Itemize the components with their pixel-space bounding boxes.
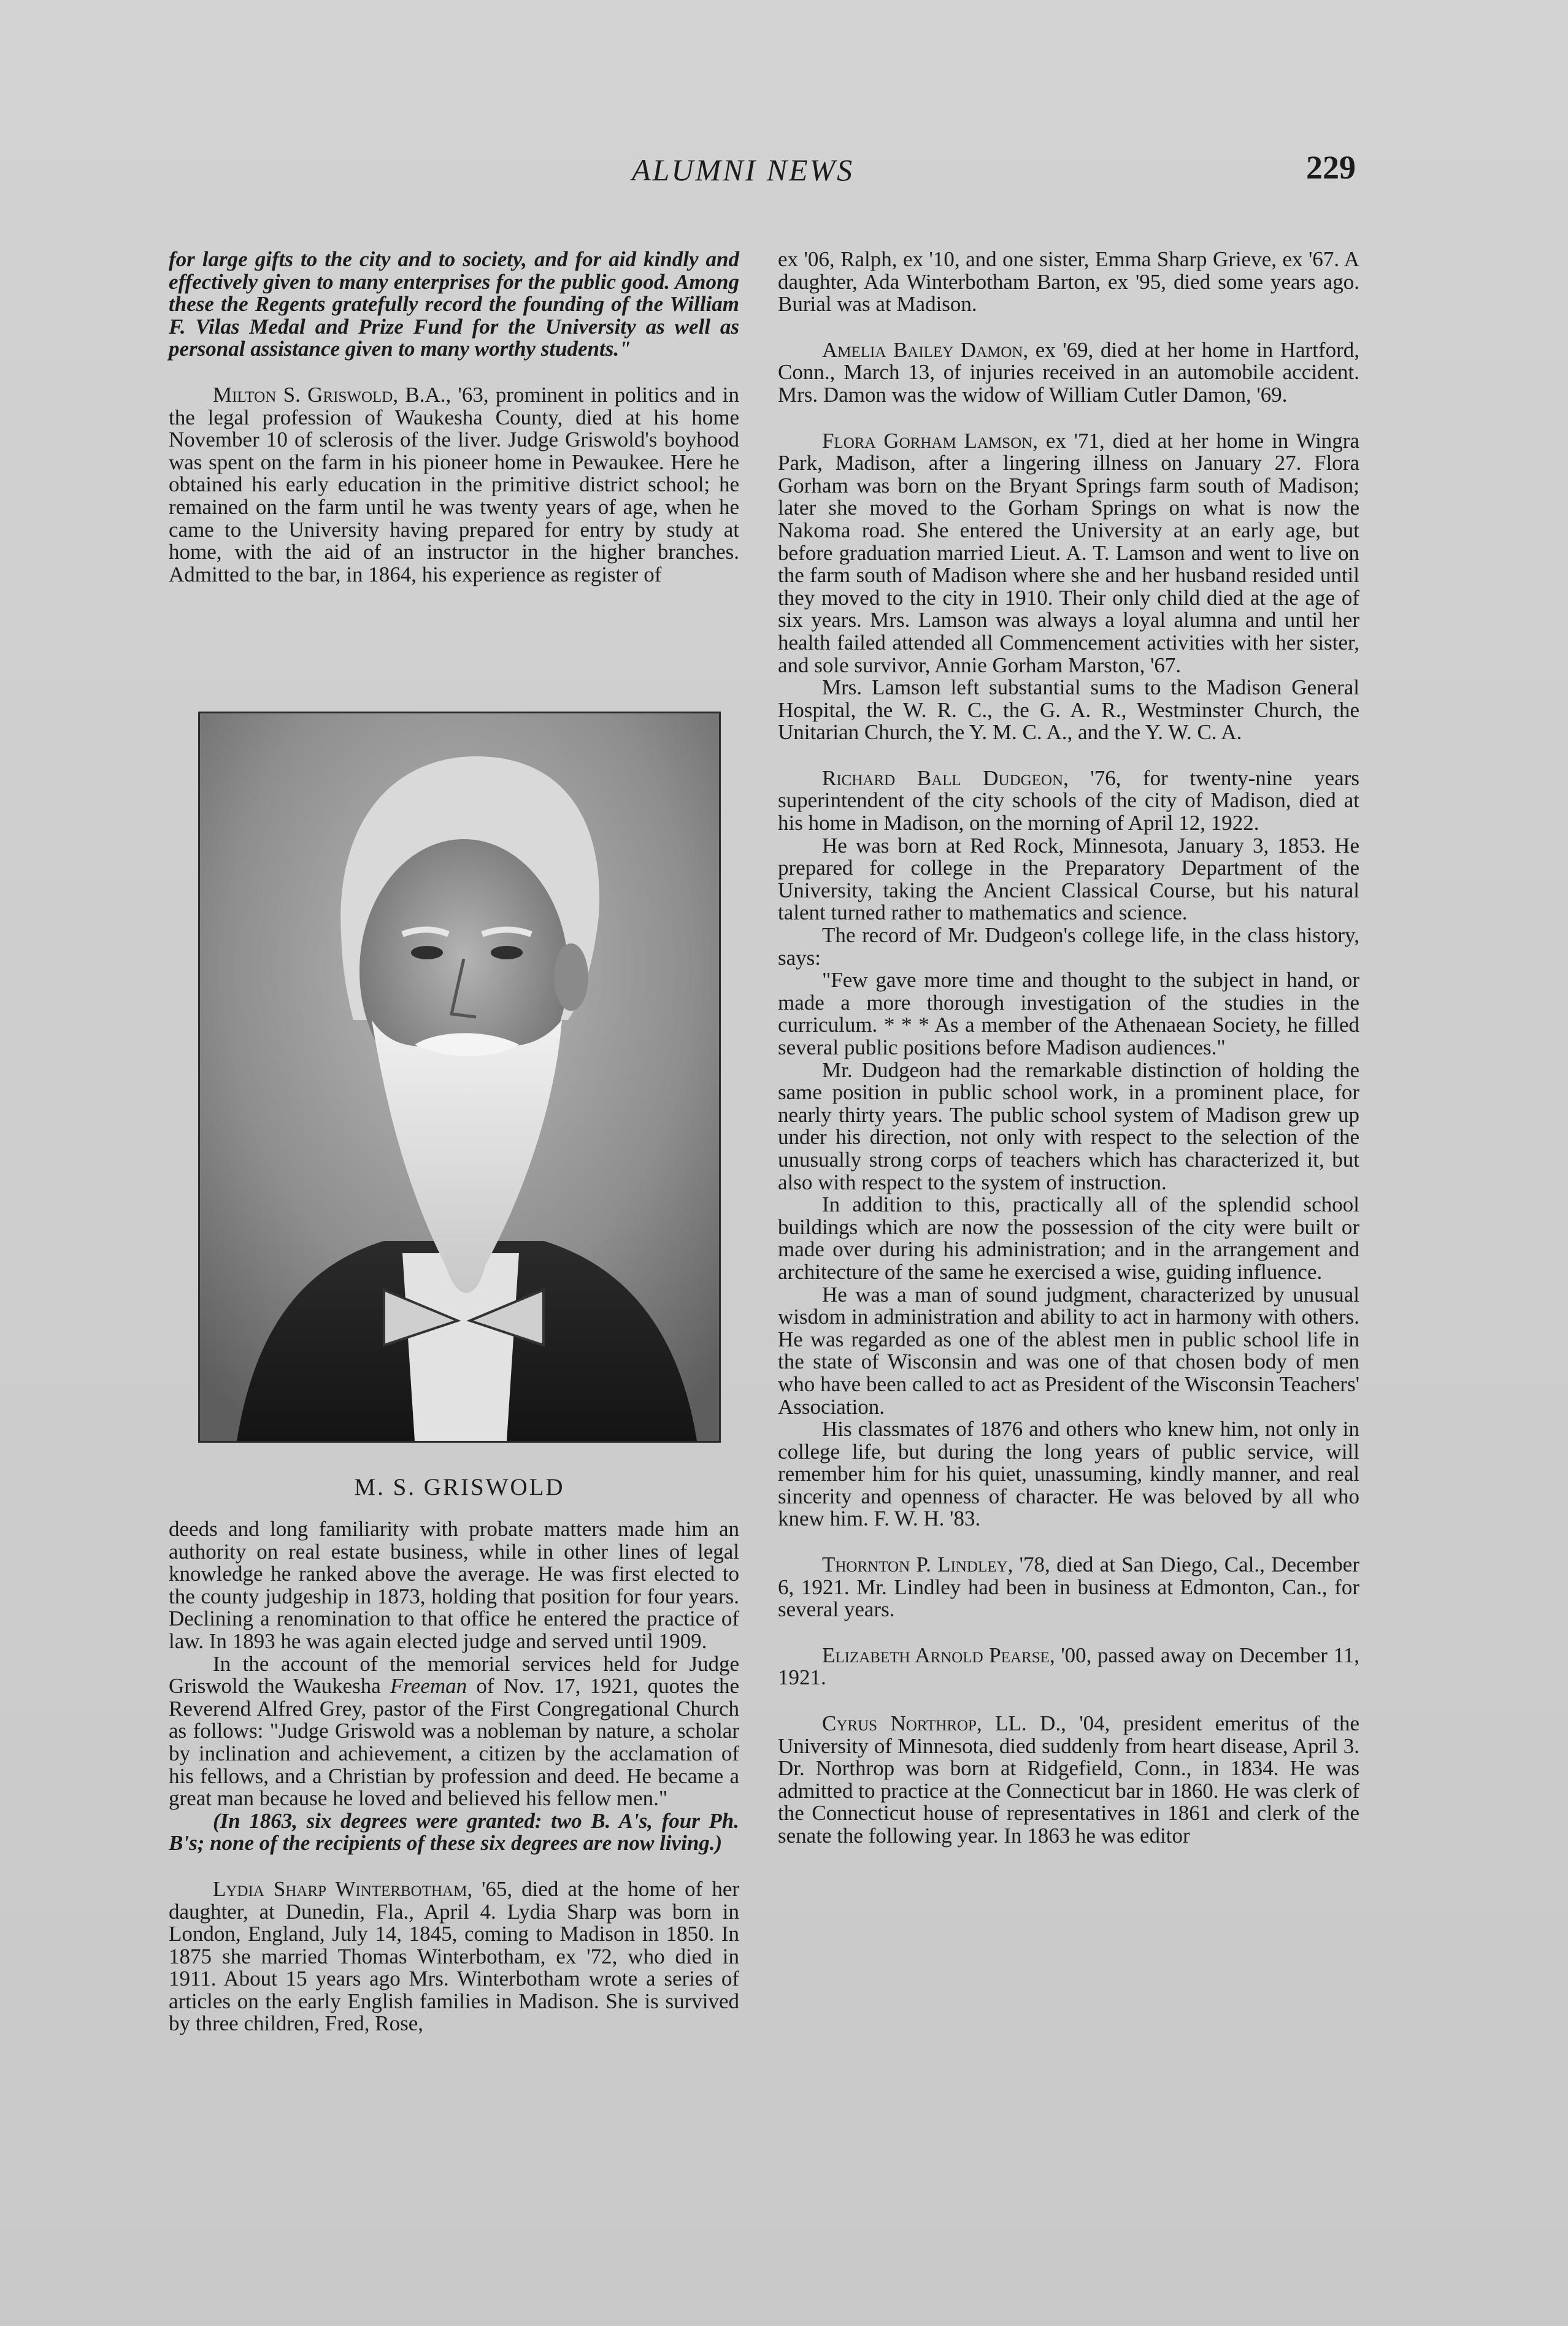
memorial-newspaper: Freeman bbox=[390, 1674, 467, 1698]
dudgeon-paragraph: In addition to this, practically all of the splendid school buildings which are now the possession of the city were built or made over during his administration; and in the arrangement and architecture of the same he exercised a wise, guiding influence. bbox=[778, 1192, 1359, 1284]
running-title: ALUMNI NEWS bbox=[632, 153, 855, 187]
obituary-name: Milton S. Griswold bbox=[213, 382, 393, 407]
lamson-bequest: Mrs. Lamson left substantial sums to the Madison General Hospital, the W. R. C., the G. A. R., Westminster Church, the Unitarian Church, the Y. M. C. A., and the Y. W. C. A. bbox=[778, 675, 1359, 745]
obituary-text: , ex '71, died at her home in Wingra Park, Madison, after a lingering illness on January 27. Flora Gorham was born on the Bryant Springs farm south of Madison; later she moved to the Gorham Springs on what is now the Nakoma road. She entered the University at an early age, but before graduation married Lieut. A. T. Lamson and went to live on the farm south of Madison where she and her husband resided until they moved to the city in 1910. Their only child died at the age of six years. Mrs. Lamson was always a loyal alumna and until her health failed attended all Commencement activities with her sister, and sole survivor, Annie Gorham Marston, '67. bbox=[778, 428, 1359, 677]
obituary-text: , '65, died at the home of her daughter, at Dunedin, Fla., April 4. Lydia Sharp was born in London, England, July 14, 1845, coming to Madison in 1850. In 1875 she married Thomas Winterbotham, ex '72, who died in 1911. About 15 years ago Mrs. Winterbotham wrote a series of articles on the early English families in Madison. She is survived by three children, Fred, Rose, bbox=[169, 1876, 740, 2036]
obituary-text: , '00, passed away on December 11, 1921. bbox=[778, 1643, 1359, 1690]
photo-caption: M. S. GRISWOLD bbox=[354, 1474, 565, 1500]
obituary-text: , B.A., '63, prominent in politics and in the legal profession of Waukesha County, died at his home November 10 of sclerosis of the liver. Judge Griswold's boyhood was spent on the farm in his pioneer home in Pewaukee. Here he obtained his early education in the primitive district school; he remained on the farm until he was twenty years of age, when he came to the University having prepared for entry by study at home, with the aid of an instructor in the higher branches. Admitted to the bar, in 1864, his experience as register of bbox=[169, 382, 739, 586]
portrait-image bbox=[200, 713, 719, 1441]
dudgeon-paragraph: Mr. Dudgeon had the remarkable distinction of holding the same position in public school work, in a prominent place, for nearly thirty years. The public school system of Madison grew up under his direction, not only with respect to the selection of the unusually strong corps of teachers which has characterized it, but also with respect to the system of instruction. bbox=[778, 1057, 1359, 1194]
obituary-text: , LL. D., '04, president emeritus of the University of Minnesota, died suddenly from heart disease, April 3. Dr. Northrop was born at Ridgefield, Conn., in 1834. He was admitted to practice at the Connecticut bar in 1860. He was clerk of the Connecticut house of representatives in 1861 and clerk of the senate the following year. In 1863 he was editor bbox=[778, 1711, 1359, 1848]
obituary-name: Thornton P. Lindley bbox=[822, 1553, 1008, 1577]
obituary-griswold bbox=[169, 384, 739, 586]
obituary-name: Flora Gorham Lamson bbox=[822, 428, 1033, 453]
winterbotham-continued: ex '06, Ralph, ex '10, and one sister, Emma Sharp Grieve, ex '67. A daughter, Ada Winterbotham Barton, ex '95, died some years ago. Burial was at Madison. bbox=[778, 247, 1359, 317]
obituary-damon bbox=[778, 339, 1359, 407]
dudgeon-quote: "Few gave more time and thought to the subject in hand, or made a more thorough investigation of the studies in the curriculum. * * * As a member of the Athenaean Society, he filled several public positions before Madison audiences." bbox=[778, 968, 1359, 1059]
obituary-name: Richard Ball Dudgeon bbox=[822, 766, 1064, 790]
page-number: 229 bbox=[1306, 149, 1356, 186]
memorial-text-b: of Nov. 17, 1921, quotes the Reverend Alfred Grey, pastor of the First Congregational Church as follows: "Judge Griswold was a nobleman by nature, a scholar by inclination and achievement, a citizen by the acclamation of his fellows, and a Christian by profession and deed. He became a great man because he loved and believed his fellow men." bbox=[169, 1674, 740, 1811]
obituary-name: Amelia Bailey Damon bbox=[822, 337, 1023, 362]
dudgeon-paragraph: He was born at Red Rock, Minnesota, January 3, 1853. He prepared for college in the Preparatory Department of the University, taking the Ancient Classical Course, but his natural talent turned rather to mathematics and science. bbox=[778, 833, 1359, 925]
griswold-portrait-photo bbox=[198, 712, 721, 1443]
dudgeon-paragraph: The record of Mr. Dudgeon's college life, in the class history, says: bbox=[778, 923, 1359, 970]
obituary-northrop bbox=[778, 1713, 1359, 1848]
obituary-name: Lydia Sharp Winterbotham bbox=[213, 1876, 467, 1901]
obituary-name: Elizabeth Arnold Pearse bbox=[822, 1643, 1050, 1667]
right-column bbox=[778, 248, 1359, 1848]
obituary-dudgeon bbox=[778, 767, 1359, 835]
obituary-text: , ex '69, died at her home in Hartford, Conn., March 13, of injuries received in an automobile accident. Mrs. Damon was the widow of William Cutler Damon, '69. bbox=[778, 337, 1359, 407]
left-column-bottom bbox=[169, 1518, 739, 2035]
obituary-text: , '76, for twenty-nine years superintendent of the city schools of the city of Madison, died at his home in Madison, on the morning of April 12, 1922. bbox=[778, 766, 1359, 835]
griswold-continued: deeds and long familiarity with probate matters made him an authority on real estate business, while in other lines of legal knowledge he ranked above the average. He was first elected to the county judgeship in 1873, holding that position for four years. Declining a renomination to that office he entered the practice of law. In 1893 he was again elected judge and served until 1909. bbox=[169, 1517, 739, 1653]
obituary-winterbotham bbox=[169, 1878, 739, 2035]
dudgeon-paragraph: He was a man of sound judgment, characterized by unusual wisdom in administration and ability to act in harmony with others. He was regarded as one of the ablest men in public school life in the state of Wisconsin and was one of that chosen body of men who have been called to act as President of the Wisconsin Teachers' Association. bbox=[778, 1282, 1359, 1419]
obituary-lindley bbox=[778, 1554, 1359, 1621]
left-column-top bbox=[169, 248, 739, 586]
griswold-memorial bbox=[169, 1653, 739, 1810]
vilas-quote: for large gifts to the city and to society, and for aid kindly and effectively given to many enterprises for the public good. Among these the Regents gratefully record the founding of the William F. Vilas Medal and Prize Fund for the University as well as personal assistance given to many worthy students." bbox=[169, 247, 739, 361]
page-header bbox=[166, 149, 1356, 201]
obituary-name: Cyrus Northrop bbox=[822, 1711, 977, 1736]
dudgeon-paragraph: His classmates of 1876 and others who knew him, not only in college life, but during the long years of public service, will remember him for his quiet, unassuming, kindly manner, and real sincerity and openness of character. He was beloved by all who knew him. F. W. H. '83. bbox=[778, 1417, 1359, 1531]
memorial-text-a: In the account of the memorial services held for Judge Griswold the Waukesha bbox=[169, 1651, 739, 1698]
degrees-note: (In 1863, six degrees were granted: two B. A's, four Ph. B's; none of the recipients of these six degrees are now living.) bbox=[169, 1808, 739, 1856]
obituary-pearse bbox=[778, 1645, 1359, 1689]
obituary-text: , '78, died at San Diego, Cal., December 6, 1921. Mr. Lindley had been in business at Edmonton, Can., for several years. bbox=[778, 1553, 1359, 1622]
obituary-lamson bbox=[778, 430, 1359, 677]
